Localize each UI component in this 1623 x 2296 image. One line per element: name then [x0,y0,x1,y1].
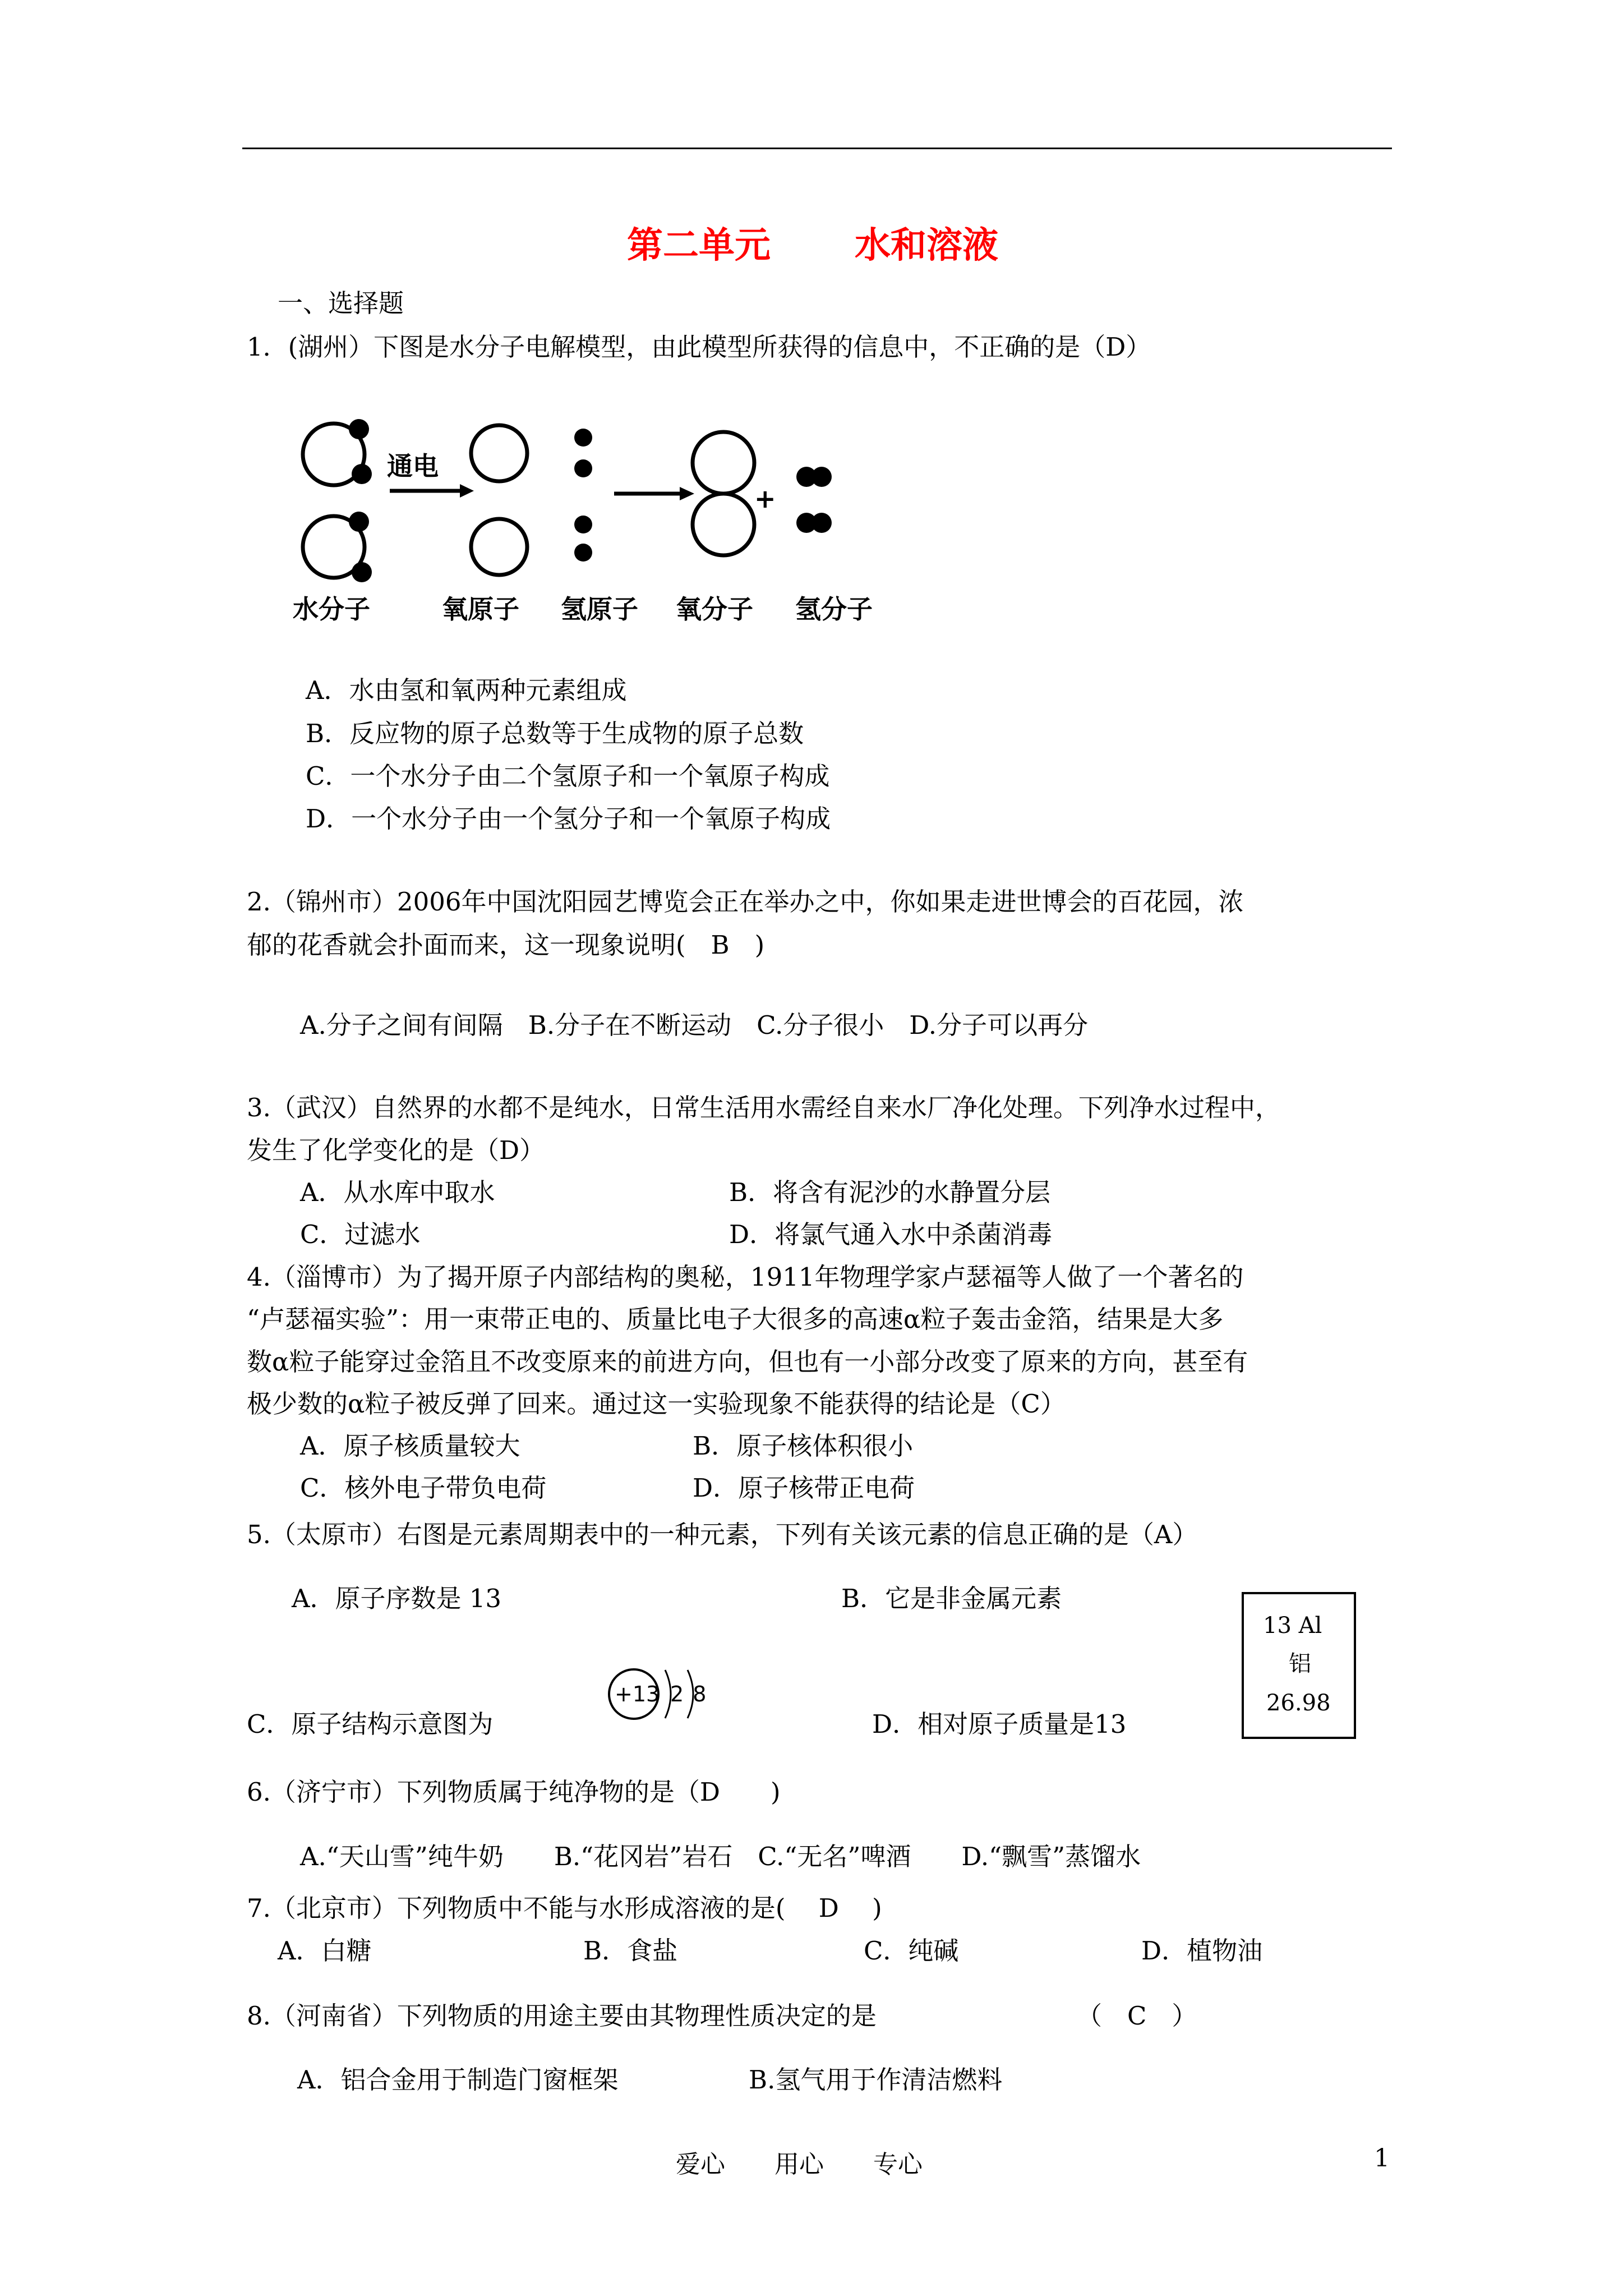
header-rule [242,148,1392,149]
q1-option-b: B．反应物的原子总数等于生成物的原子总数 [306,719,804,748]
q7-option-b: B．食盐 [583,1936,678,1966]
q5-option-d: D．相对原子质量是13 [872,1709,1127,1739]
q8-option-b: B.氢气用于作清洁燃料 [749,2065,1003,2095]
q6-stem: 6.（济宁市）下列物质属于纯净物的是（D ) [247,1777,781,1807]
element-name: 铝 [1289,1651,1311,1677]
q4-line1: 4.（淄博市）为了揭开原子内部结构的奥秘，1911年物理学家卢瑟福等人做了一个著名的 [247,1262,1244,1292]
element-cell [1242,1592,1356,1739]
q4-line2: “卢瑟福实验”：用一束带正电的、质量比电子大很多的高速α粒子轰击金箔，结果是大多 [247,1304,1224,1334]
q7-option-a: A．白糖 [278,1936,372,1966]
element-symbol: 13 Al [1263,1613,1322,1639]
q4-option-b: B．原子核体积很小 [693,1431,914,1461]
label-oxygen-atom: 氧原子 [442,594,519,624]
q7-stem: 7.（北京市）下列物质中不能与水形成溶液的是( D ) [247,1893,882,1923]
q3-line1: 3.（武汉）自然界的水都不是纯水，日常生活用水需经自来水厂净化处理。下列净水过程中， [247,1093,1280,1122]
diagram-plus: + [754,484,776,514]
q3-option-b: B．将含有泥沙的水静置分层 [729,1177,1051,1207]
q1-stem: 1．(湖州）下图是水分子电解模型，由此模型所获得的信息中，不正确的是（D） [247,332,1151,362]
section-heading: 一、选择题 [278,288,404,318]
q2-line1: 2.（锦州市）2006年中国沈阳园艺博览会正在举办之中，你如果走进世博会的百花园，浓 [247,887,1244,917]
q4-line4: 极少数的α粒子被反弹了回来。通过这一实验现象不能获得的结论是（C） [247,1389,1066,1419]
atom-nucleus: +13 [615,1682,660,1706]
q3-option-d: D．将氯气通入水中杀菌消毒 [729,1220,1053,1249]
q4-line3: 数α粒子能穿过金箔且不改变原来的前进方向，但也有一小部分改变了原来的方向，甚至有 [247,1347,1248,1377]
label-oxygen-molecule: 氧分子 [676,594,753,624]
q2-line2: 郁的花香就会扑面而来，这一现象说明( B ) [247,930,765,960]
q8-stem: 8.（河南省）下列物质的用途主要由其物理性质决定的是 [247,2001,877,2031]
page-title [627,217,998,268]
q7-option-c: C．纯碱 [864,1936,959,1966]
q3-option-a: A．从水库中取水 [300,1177,495,1207]
footer-text: 爱心 用心 专心 [676,2150,923,2179]
atom-shells: 2 8 [670,1682,708,1706]
q8-option-a: A．铝合金用于制造门窗框架 [297,2065,619,2095]
q1-option-d: D．一个水分子由一个氢分子和一个氧原子构成 [306,804,831,834]
label-water-molecule: 水分子 [293,594,370,624]
q5-option-c: C．原子结构示意图为 [247,1709,494,1739]
label-hydrogen-atom: 氢原子 [561,594,638,624]
q6-options: A.“天山雪”纯牛奶 B.“花冈岩”岩石 C.“无名”啤酒 D.“飘雪”蒸馏水 [300,1842,1141,1871]
page-number: 1 [1374,2144,1390,2173]
q1-option-c: C．一个水分子由二个氢原子和一个氧原子构成 [306,761,830,791]
q2-options: A.分子之间有间隔 B.分子在不断运动 C.分子很小 D.分子可以再分 [300,1010,1089,1040]
diagram-arrow-label: 通电 [387,451,439,481]
q7-option-d: D．植物油 [1141,1936,1263,1966]
q3-line2: 发生了化学变化的是（D） [247,1135,545,1165]
q5-stem: 5.（太原市）右图是元素周期表中的一种元素，下列有关该元素的信息正确的是（A） [247,1520,1198,1549]
q8-answer: （ C ） [1077,2001,1197,2031]
q3-option-c: C．过滤水 [300,1220,421,1249]
element-mass: 26.98 [1266,1690,1331,1716]
title-part2: 水和溶液 [855,225,998,266]
q5-option-a: A．原子序数是 13 [292,1584,502,1613]
q4-option-d: D．原子核带正电荷 [693,1473,915,1503]
title-part1: 第二单元 [627,225,771,266]
label-hydrogen-molecule: 氢分子 [795,594,873,624]
q5-option-b: B．它是非金属元素 [841,1584,1062,1613]
q4-option-a: A．原子核质量较大 [300,1431,520,1461]
q1-option-a: A．水由氢和氧两种元素组成 [306,675,627,705]
q4-option-c: C．核外电子带负电荷 [300,1473,547,1503]
